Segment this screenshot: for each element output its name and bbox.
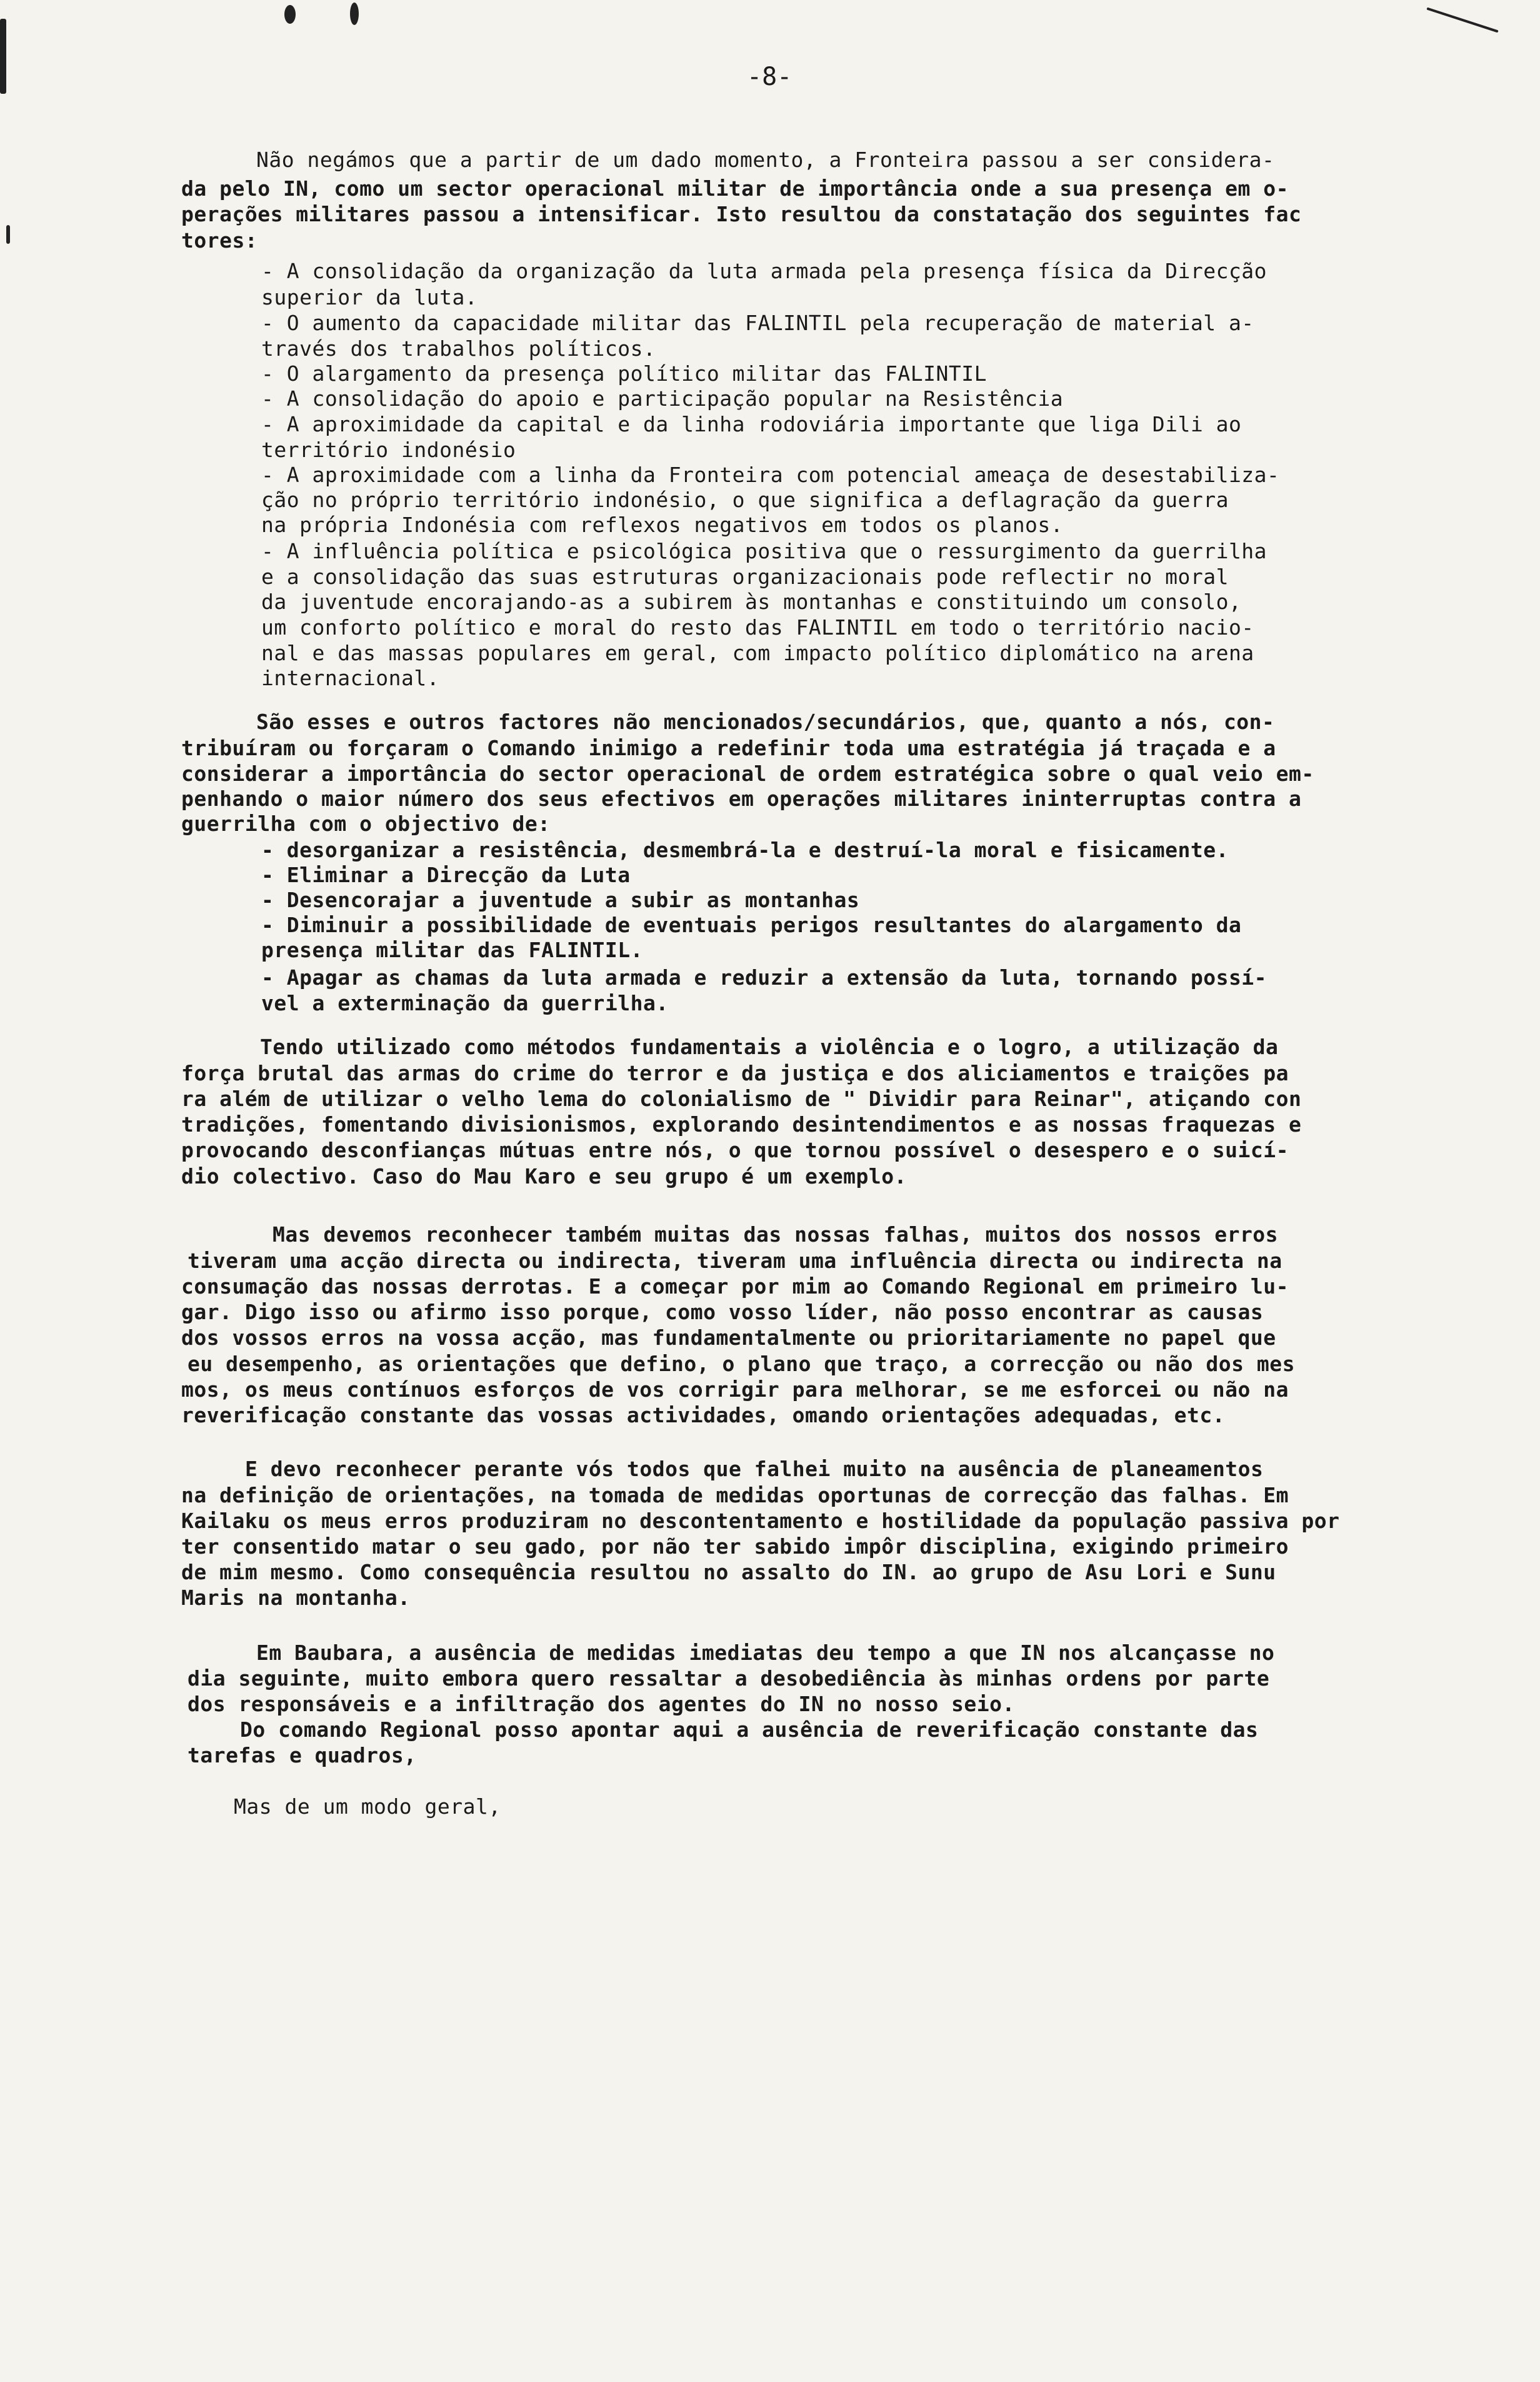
- list-item: - Eliminar a Direcção da Luta: [261, 863, 631, 887]
- text-line: Tendo utilizado como métodos fundamentais a violência e o logro, a utilização da: [260, 1035, 1279, 1059]
- list-item: - O alargamento da presença político militar das FALINTIL: [261, 361, 987, 386]
- list-item: - A aproximidade da capital e da linha rodoviária importante que liga Dili ao: [261, 412, 1242, 436]
- text-line: eu desempenho, as orientações que defino, o plano que traço, a correcção ou não dos mes: [188, 1352, 1295, 1376]
- list-item: e a consolidação das suas estruturas organizacionais pode reflectir no moral: [261, 565, 1229, 589]
- text-line: na definição de orientações, na tomada de medidas oportunas de correcção das falhas. Em: [181, 1483, 1289, 1507]
- list-item: ção no próprio território indonésio, o que significa a deflagração da guerra: [261, 488, 1229, 512]
- text-line: penhando o maior número dos seus efectivos em operações militares ininterruptas contra a: [181, 786, 1302, 811]
- scan-speck: [6, 225, 10, 244]
- text-line: E devo reconhecer perante vós todos que falhei muito na ausência de planeamentos: [245, 1457, 1264, 1481]
- text-line: da pelo IN, como um sector operacional militar de importância onde a sua presença em o-: [181, 176, 1289, 201]
- text-line: considerar a importância do sector operacional de ordem estratégica sobre o qual veio em-: [181, 761, 1314, 786]
- text-line: ter consentido matar o seu gado, por não ter sabido impôr disciplina, exigindo primeiro: [181, 1534, 1289, 1559]
- scan-speck: [350, 3, 359, 25]
- text-line: guerrilha com o objectivo de:: [181, 812, 551, 836]
- text-line: de mim mesmo. Como consequência resultou no assalto do IN. ao grupo de Asu Lori e Sunu: [181, 1560, 1276, 1584]
- text-line: provocando desconfianças mútuas entre nós, o que tornou possível o desespero e o suicí-: [181, 1138, 1289, 1162]
- list-item: superior da luta.: [261, 285, 478, 309]
- text-line: tiveram uma acção directa ou indirecta, tiveram uma influência directa ou indirecta na: [188, 1249, 1282, 1273]
- list-item: vel a exterminação da guerrilha.: [261, 991, 669, 1015]
- text-line: dio colectivo. Caso do Mau Karo e seu grupo é um exemplo.: [181, 1164, 907, 1188]
- list-item: presença militar das FALINTIL.: [261, 938, 644, 962]
- scan-speck: [284, 5, 296, 24]
- list-item: da juventude encorajando-as a subirem às montanhas e constituindo um consolo,: [261, 590, 1242, 614]
- text-line: dos vossos erros na vossa acção, mas fundamentalmente ou prioritariamente no papel que: [181, 1325, 1276, 1350]
- list-item: na própria Indonésia com reflexos negativos em todos os planos.: [261, 513, 1064, 537]
- text-line: gar. Digo isso ou afirmo isso porque, como vosso líder, não posso encontrar as causas: [181, 1300, 1264, 1324]
- text-line: Maris na montanha.: [181, 1585, 411, 1610]
- text-line: perações militares passou a intensificar. Isto resultou da constatação dos seguintes fac: [181, 202, 1302, 226]
- text-line: dia seguinte, muito embora quero ressaltar a desobediência às minhas ordens por parte: [188, 1666, 1270, 1691]
- text-line: São esses e outros factores não mencionados/secundários, que, quanto a nós, con-: [256, 710, 1275, 734]
- list-item: - desorganizar a resistência, desmembrá-la e destruí-la moral e fisicamente.: [261, 838, 1229, 862]
- list-item: internacional.: [261, 666, 440, 690]
- list-item: - A influência política e psicológica positiva que o ressurgimento da guerrilha: [261, 539, 1268, 563]
- text-line: tarefas e quadros,: [188, 1743, 417, 1767]
- text-line: tores:: [181, 228, 258, 253]
- text-line: Mas devemos reconhecer também muitas das nossas falhas, muitos dos nossos erros: [272, 1222, 1279, 1247]
- text-line: ra além de utilizar o velho lema do colonialismo de " Dividir para Reinar", atiçando con: [181, 1087, 1302, 1111]
- text-line: Em Baubara, a ausência de medidas imediatas deu tempo a que IN nos alcançasse no: [256, 1641, 1275, 1665]
- text-line: força brutal das armas do crime do terror e da justiça e dos aliciamentos e traições pa: [181, 1061, 1289, 1085]
- list-item: - A aproximidade com a linha da Fronteira com potencial ameaça de desestabiliza-: [261, 463, 1280, 487]
- list-item: través dos trabalhos políticos.: [261, 336, 656, 361]
- text-line: Mas de um modo geral,: [234, 1794, 501, 1819]
- list-item: - Diminuir a possibilidade de eventuais perigos resultantes do alargamento da: [261, 913, 1242, 937]
- list-item: - A consolidação da organização da luta armada pela presença física da Direcção: [261, 259, 1268, 283]
- list-item: um conforto político e moral do resto das FALINTIL em todo o território nacio-: [261, 615, 1254, 640]
- list-item: território indonésio: [261, 438, 516, 462]
- text-line: mos, os meus contínuos esforços de vos corrigir para melhorar, se me esforcei ou não na: [181, 1377, 1289, 1402]
- list-item: - Desencorajar a juventude a subir as montanhas: [261, 888, 860, 912]
- list-item: nal e das massas populares em geral, com impacto político diplomático na arena: [261, 641, 1254, 665]
- page-number: -8-: [747, 63, 792, 91]
- list-item: - O aumento da capacidade militar das FALINTIL pela recuperação de material a-: [261, 311, 1254, 335]
- text-line: dos responsáveis e a infiltração dos agentes do IN no nosso seio.: [188, 1692, 1015, 1716]
- text-line: tradições, fomentando divisionismos, explorando desintendimentos e as nossas fraquezas e: [181, 1112, 1302, 1137]
- text-line: Não negámos que a partir de um dado momento, a Fronteira passou a ser considera-: [256, 148, 1275, 172]
- scan-speck: [1426, 8, 1498, 33]
- scan-speck: [0, 19, 6, 94]
- list-item: - A consolidação do apoio e participação popular na Resistência: [261, 386, 1064, 411]
- text-line: Do comando Regional posso apontar aqui a ausência de reverificação constante das: [240, 1717, 1259, 1742]
- list-item: - Apagar as chamas da luta armada e reduzir a extensão da luta, tornando possí-: [261, 965, 1268, 990]
- text-line: tribuíram ou forçaram o Comando inimigo a redefinir toda uma estratégia já traçada e a: [181, 736, 1276, 760]
- text-line: Kailaku os meus erros produziram no descontentamento e hostilidade da população passiva por: [181, 1509, 1340, 1533]
- text-line: consumação das nossas derrotas. E a começar por mim ao Comando Regional em primeiro lu-: [181, 1274, 1289, 1299]
- text-line: reverificação constante das vossas actividades, omando orientações adequadas, etc.: [181, 1403, 1226, 1427]
